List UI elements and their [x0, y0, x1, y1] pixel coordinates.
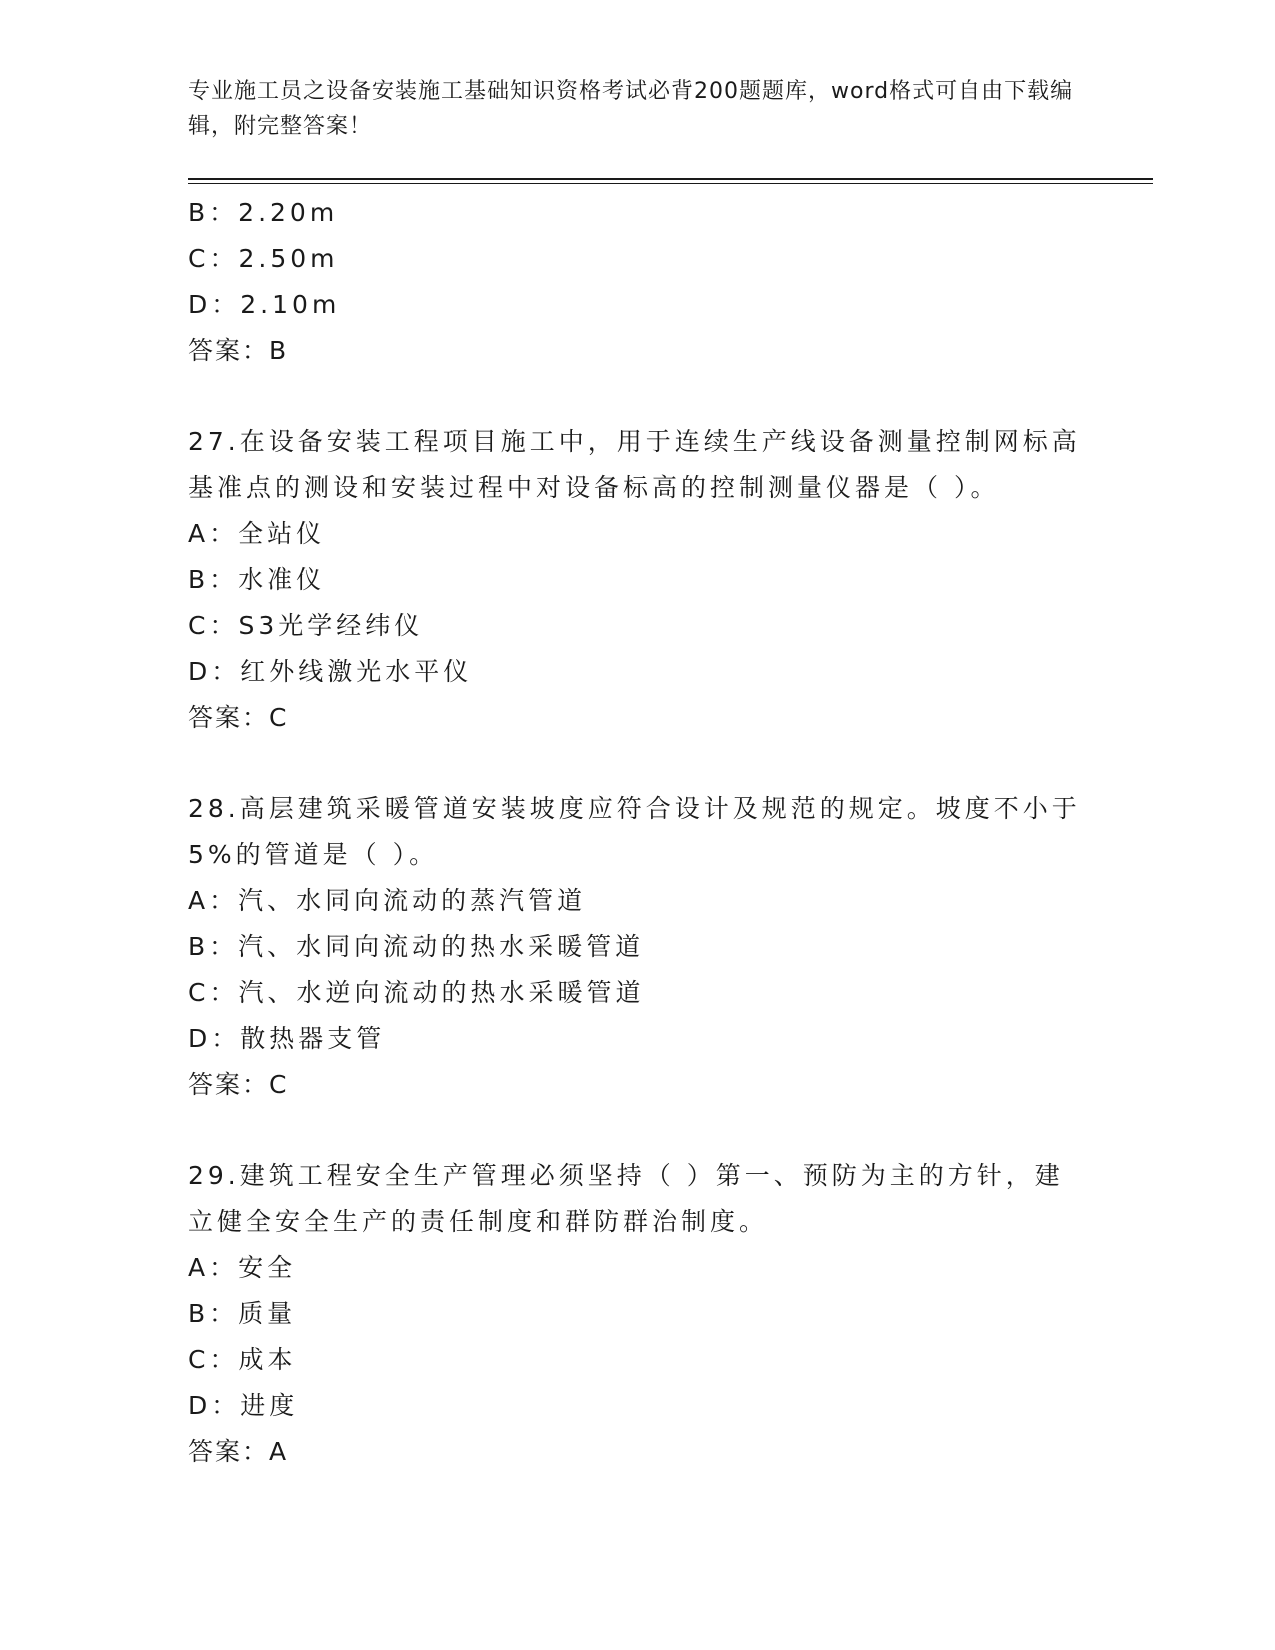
page-header-title: 专业施工员之设备安装施工基础知识资格考试必背200题题库，word格式可自由下载编辑，附完整答案！: [188, 79, 1074, 139]
answer-line: 答案：C: [188, 1070, 289, 1099]
question-stem: 29.建筑工程安全生产管理必须坚持（ ）第一、预防为主的方针，建立健全安全生产的责任制度和群防群治制度。: [188, 1161, 1064, 1236]
question-stem: 27.在设备安装工程项目施工中，用于连续生产线设备测量控制网标高基准点的测设和安装过程中对设备标高的控制测量仪器是（ ）。: [188, 427, 1081, 502]
option-d: D：进度: [188, 1391, 299, 1420]
question-content: [188, 190, 1088, 1475]
header-divider: [188, 178, 1153, 184]
option-c: C：汽、水逆向流动的热水采暖管道: [188, 978, 645, 1007]
option-b: B：质量: [188, 1299, 297, 1328]
option-b: B：2.20m: [188, 198, 339, 227]
question-27: [188, 419, 1088, 741]
option-b: B：水准仪: [188, 565, 326, 594]
option-a: A：汽、水同向流动的蒸汽管道: [188, 886, 587, 915]
answer-line: 答案：A: [188, 1437, 289, 1466]
option-a: A：全站仪: [188, 519, 326, 548]
option-d: D：散热器支管: [188, 1024, 386, 1053]
option-b: B：汽、水同向流动的热水采暖管道: [188, 932, 645, 961]
option-a: A：安全: [188, 1253, 297, 1282]
question-29: [188, 1153, 1088, 1475]
option-c: C：2.50m: [188, 244, 339, 273]
question-28: [188, 786, 1088, 1108]
option-c: C：S3光学经纬仪: [188, 611, 424, 640]
option-d: D：2.10m: [188, 290, 341, 319]
answer-line: 答案：C: [188, 703, 289, 732]
carryover-options: [188, 190, 1088, 374]
question-stem: 28.高层建筑采暖管道安装坡度应符合设计及规范的规定。坡度不小于5%的管道是（ ）。: [188, 794, 1081, 869]
option-c: C：成本: [188, 1345, 297, 1374]
option-d: D：红外线激光水平仪: [188, 657, 473, 686]
answer-line: 答案：B: [188, 336, 289, 365]
